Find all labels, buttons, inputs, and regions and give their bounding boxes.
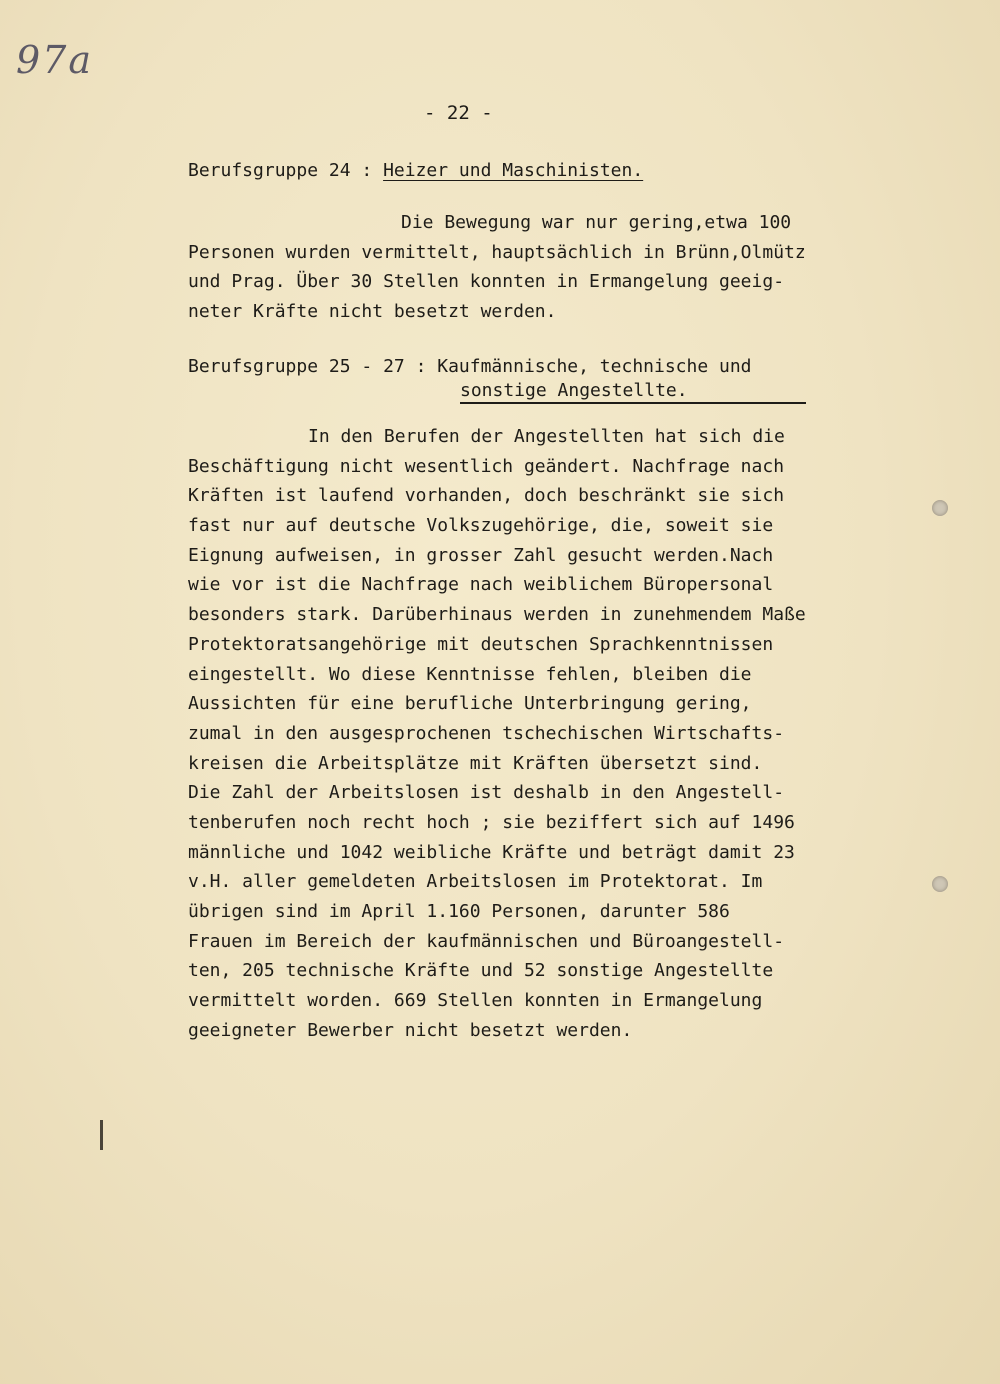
text-line: geeigneter Bewerber nicht besetzt werden.: [188, 1019, 633, 1041]
text-line: eingestellt. Wo diese Kenntnisse fehlen, bleiben die: [188, 663, 752, 685]
text-line: zumal in den ausgesprochenen tschechischen Wirtschafts-: [188, 722, 785, 744]
section-prefix: Berufsgruppe 24 :: [188, 160, 384, 181]
ink-mark: [100, 1120, 103, 1150]
text-line: Kräften ist laufend vorhanden, doch beschränkt sie sich: [188, 485, 785, 507]
text-line: Beschäftigung nicht wesentlich geändert. Nachfrage nach: [188, 455, 785, 477]
text-line: v.H. aller gemeldeten Arbeitslosen im Protektorat. Im: [188, 871, 763, 893]
section-title: Heizer und Maschinisten.: [383, 160, 644, 181]
section-heading-24: [188, 160, 643, 181]
section-title-line1: Kaufmännische, technische und: [437, 356, 752, 377]
text-line: Protektoratsangehörige mit deutschen Sprachkenntnissen: [188, 633, 774, 655]
text-line: besonders stark. Darüberhinaus werden in zunehmendem Maße: [188, 604, 806, 626]
text-line: Aussichten für eine berufliche Unterbringung gering,: [188, 693, 752, 715]
punch-hole: [932, 876, 948, 892]
text-line: Die Zahl der Arbeitslosen ist deshalb in den Angestell-: [188, 782, 785, 804]
text-line: kreisen die Arbeitsplätze mit Kräften übersetzt sind.: [188, 752, 763, 774]
paragraph-section-25-27: [188, 422, 868, 1045]
section-heading-25-27: [188, 356, 752, 377]
text-line: Die Bewegung war nur gering,etwa 100: [401, 212, 792, 233]
text-line: fast nur auf deutsche Volkszugehörige, die, soweit sie: [188, 515, 774, 537]
text-line: tenberufen noch recht hoch ; sie beziffert sich auf 1496: [188, 811, 795, 833]
text-line: wie vor ist die Nachfrage nach weiblichem Büropersonal: [188, 574, 774, 596]
section-prefix: Berufsgruppe 25 - 27 :: [188, 356, 438, 377]
text-line: Frauen im Bereich der kaufmännischen und Büroangestell-: [188, 930, 785, 952]
handwritten-page-note: 97a: [16, 38, 94, 82]
paragraph-section-24: [188, 208, 868, 327]
text-line: vermittelt worden. 669 Stellen konnten in Ermangelung: [188, 990, 763, 1012]
page-number: - 22 -: [424, 102, 493, 124]
text-line: In den Berufen der Angestellten hat sich die: [308, 426, 785, 447]
text-line: neter Kräfte nicht besetzt werden.: [188, 301, 557, 323]
text-line: Personen wurden vermittelt, hauptsächlich in Brünn,Olmütz: [188, 241, 806, 263]
text-line: männliche und 1042 weibliche Kräfte und beträgt damit 23: [188, 841, 795, 863]
text-line: übrigen sind im April 1.160 Personen, darunter 586: [188, 901, 730, 922]
text-line: ten, 205 technische Kräfte und 52 sonstige Angestellte: [188, 960, 774, 982]
text-line: Eignung aufweisen, in grosser Zahl gesucht werden.Nach: [188, 544, 774, 566]
text-line: und Prag. Über 30 Stellen konnten in Ermangelung geeig-: [188, 271, 785, 293]
section-title-line2: sonstige Angestellte.: [460, 380, 806, 404]
punch-hole: [932, 500, 948, 516]
